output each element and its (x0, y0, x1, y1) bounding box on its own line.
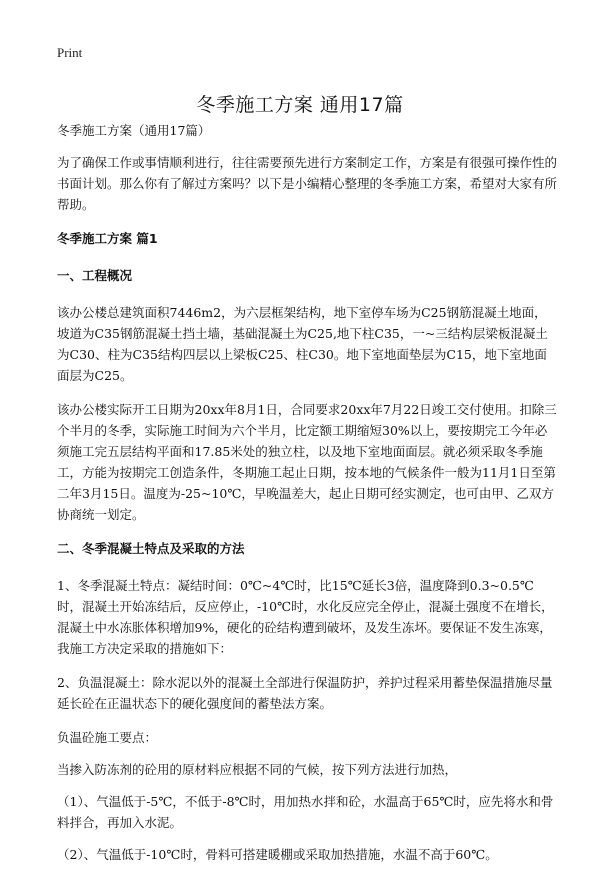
concrete-paragraph-2: 2、负温混凝土：除水泥以外的混凝土全部进行保温防护，养护过程采用蓄垫保温措施尽量延长砼在正温状态下的硬化强度间的蓄垫法方案。 (57, 675, 553, 711)
document-body (57, 120, 557, 876)
concrete-heading: 二、冬季混凝土特点及采取的方法 (57, 541, 245, 556)
intro-paragraph: 为了确保工作或事情顺利进行，往往需要预先进行方案制定工作，方案是有很强可操作性的书面计划。那么你有了解过方案吗？以下是小编精心整理的冬季施工方案，希望对大家有所帮助。 (57, 155, 558, 212)
overview-paragraph-2: 该办公楼实际开工日期为20xx年8月1日，合同要求20xx年7月22日竣工交付使用。扣除三个半月的冬季，实际施工时间为六个半月，比定额工期缩短30%以上，要按期完工今年必须施工完五层结构平面和17.85米处的独立柱，以及地下室地面面层。就必须采取冬季施工，方能为按期完工创造条件，冬期施工起止日期，按本地的气候条件一般为11月1日至第二年3月15日。温度为-25~10℃，早晚温差大，起止日期可经实测定，也可由甲、乙双方协商统一划定。 (57, 402, 557, 522)
heating-paragraph: 当掺入防冻剂的砼用的原材料应根据不同的气候，按下列方法进行加热， (57, 762, 458, 777)
concrete-paragraph-1: 1、冬季混凝土特点：凝结时间：0℃~4℃时，比15℃延长3倍，温度降到0.3~0.5℃时，混凝土开始冻结后，反应停止，-10℃时，水化反应完全停止，混凝土强度不在增长，混凝土中水冻胀体积增加9%，硬化的砼结构遭到破坏，及发生冻坏。要保证不发生冻寒，我施工方决定采取的措施如下： (57, 578, 554, 656)
overview-paragraph-1: 该办公楼总建筑面积7446m2，为六层框架结构，地下室停车场为C25钢筋混凝土地面，坡道为C35钢筋混凝土挡土墙，基础混凝土为C25,地下柱C35，一~三结构层梁板混凝土为C30、柱为C35结构四层以上梁板C25、柱C30。地下室地面垫层为C15，地下室地面面层为C25。 (57, 305, 548, 383)
key-points-paragraph: 负温砼施工要点： (57, 730, 158, 745)
document-subtitle: 冬季施工方案（通用17篇） (57, 123, 211, 138)
list-item-1: （1）、气温低于-5℃，不低于-8℃时，用加热水拌和砼，水温高于65℃时，应先将水和骨料拌合，再加入水泥。 (57, 794, 554, 830)
document-title: 冬季施工方案 通用17篇 (196, 93, 404, 116)
overview-heading: 一、工程概况 (57, 268, 133, 283)
list-item-2: （2）、气温低于-10℃时，骨料可搭建暖棚或采取加热措施，水温不高于60℃。 (57, 847, 498, 862)
print-label: Print (57, 45, 83, 60)
section-heading: 冬季施工方案 篇1 (57, 231, 158, 246)
